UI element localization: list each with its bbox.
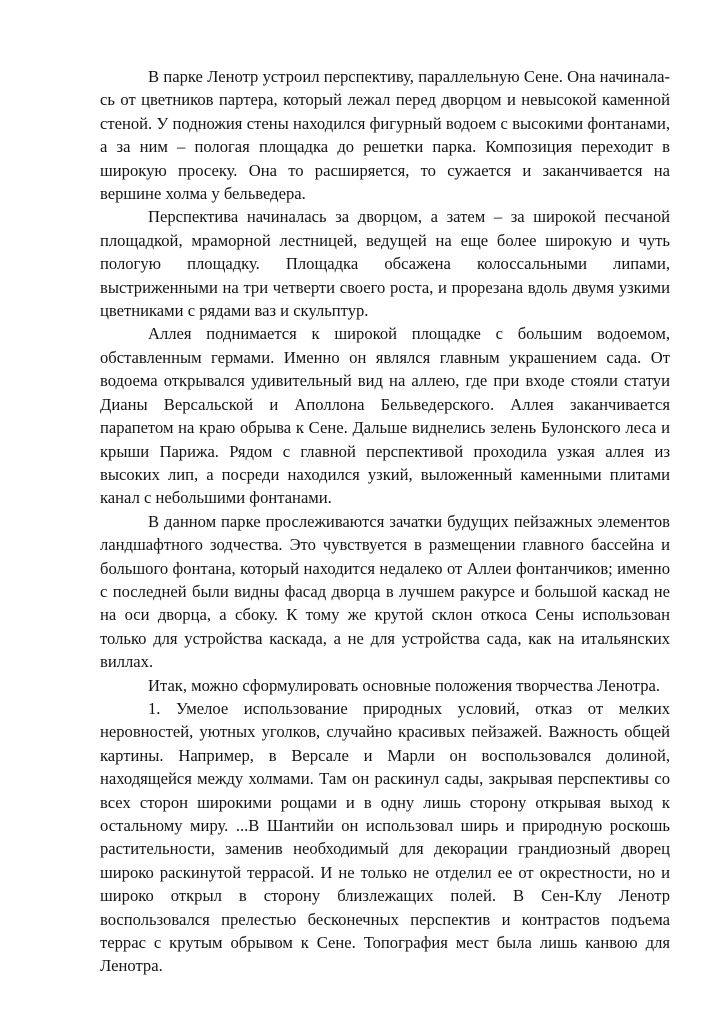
paragraph-2: Перспектива начиналась за дворцом, а затем – за широкой песчаной площадкой, мраморной лестницей, ведущей на еще более широкую и чуть пологую площадку. Площадка обсажена колоссальными липами, выстриженными на три четверти своего роста, и прорезана вдоль двумя узкими цветниками с рядами ваз и скульптур. — [100, 207, 670, 321]
document-page — [100, 65, 670, 978]
paragraph-3: Аллея поднимается к широкой площадке с большим водоемом, обставленным гермами. Именно он являлся главным украшением сада. От водоема открывался удивительный вид на аллею, где при входе стояли статуи Дианы Версальской и Аполлона Бельведерского. Аллея заканчивается парапетом на краю обрыва к Сене. Дальше виднелись зелень Булонского леса и крыши Парижа. Рядом с главной перспективой проходила узкая аллея из высоких лип, а посреди находился узкий, выложенный каменными плитами канал с небольшими фонтанами. — [100, 324, 670, 508]
paragraph-4: В данном парке прослеживаются зачатки будущих пейзажных элементов ландшафтного зодчества. Это чувствуется в размещении главного бассейна и большого фонтана, который находится недалеко от Аллеи фонтанчиков; именно с последней были видны фасад дворца в лучшем ракурсе и большой каскад не на оси дворца, а сбоку. К тому же крутой склон откоса Сены использован только для устройства каскада, а не для устройства сада, как на итальянских виллах. — [100, 511, 670, 672]
paragraph-5: Итак, можно сформулировать основные положения творчества Ленотра. — [148, 675, 660, 695]
paragraph-6: 1. Умелое использование природных условий, отказ от мелких неровностей, уютных уголков, случайно красивых пейзажей. Важность общей картины. Например, в Версале и Марли он воспользовался долиной, находящейся между холмами. Там он раскинул сады, закрывая перспективы со всех сторон широкими рощами и в одну лишь сторону открывая выход к остальному миру. ...В Шантийи он использовал ширь и природную роскошь растительности, заменив необходимый для декорации грандиозный дворец широко раскинутой террасой. И не только не отделил ее от окрестности, но и широко открыл в сторону близлежащих полей. В Сен-Клу Ленотр воспользовался прелестью бесконечных перспектив и контрастов подъема террас с крутым обрывом к Сене. Топография мест была лишь канвою для Ленотра. — [100, 698, 670, 976]
paragraph-1: В парке Ленотр устроил перспективу, параллельную Сене. Она начинала-сь от цветников партера, который лежал перед дворцом и невысокой каменной стеной. У подножия стены находился фигурный водоем с высокими фонтанами, а за ним – пологая площадка до решетки парка. Композиция переходит в широкую просеку. Она то расширяется, то сужается и заканчивается на вершине холма у бельведера. — [100, 67, 670, 204]
